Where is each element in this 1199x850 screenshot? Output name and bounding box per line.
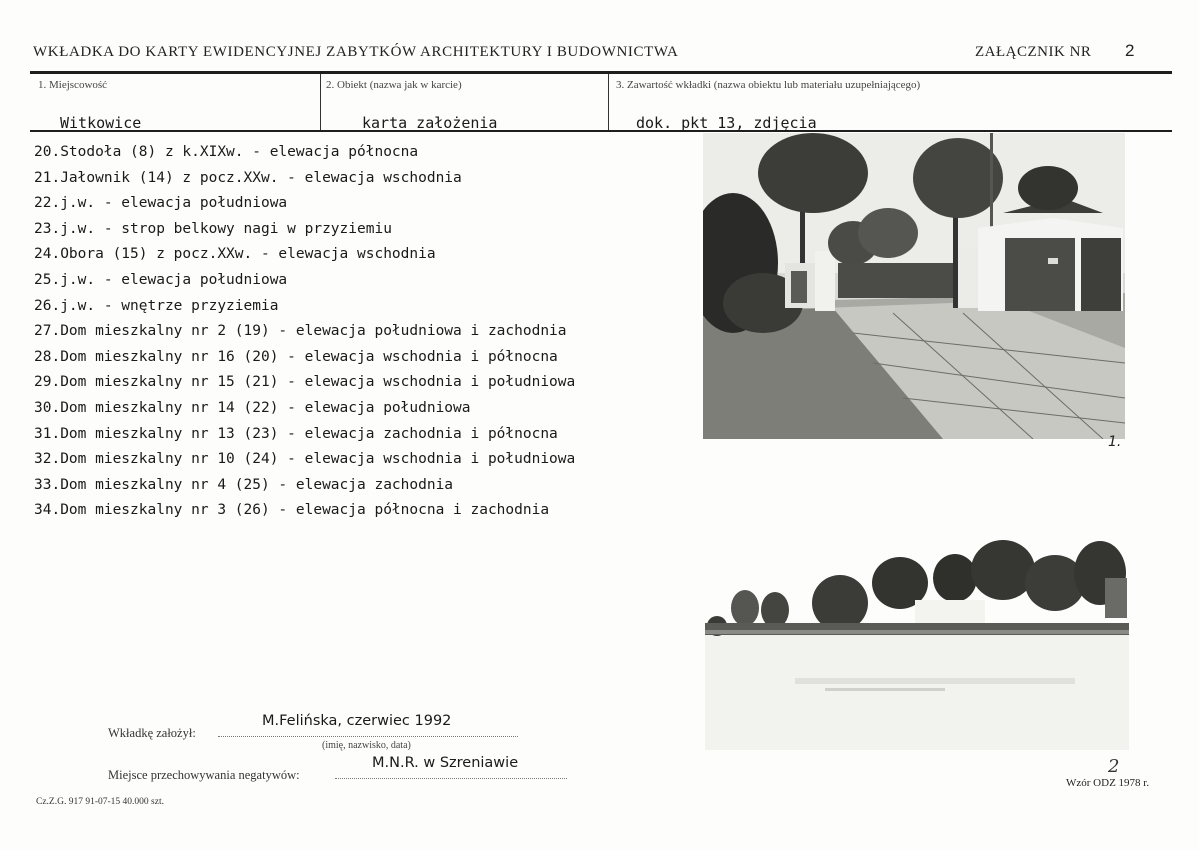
storage-dotted-line xyxy=(335,778,567,779)
list-item: 24.Obora (15) z pocz.XXw. - elewacja wschodnia xyxy=(34,246,436,263)
fields-bottom-rule xyxy=(30,130,1172,132)
author-dotted-line xyxy=(218,736,518,737)
contents-value: dok. pkt 13, zdjęcia xyxy=(636,114,817,132)
locality-value: Witkowice xyxy=(60,114,142,132)
list-item: 23.j.w. - strop belkowy nagi w przyziemiu xyxy=(34,220,392,237)
list-item: 31.Dom mieszkalny nr 13 (23) - elewacja zachodnia i północna xyxy=(34,425,558,442)
handwritten-number: 2 xyxy=(1108,756,1120,777)
storage-label: Miejsce przechowywania negatywów: xyxy=(108,768,300,782)
list-item: 21.Jałownik (14) z pocz.XXw. - elewacja wschodnia xyxy=(34,169,462,186)
list-item: 33.Dom mieszkalny nr 4 (25) - elewacja zachodnia xyxy=(34,476,454,493)
photo-farmyard-road xyxy=(703,133,1125,439)
object-value: karta założenia xyxy=(362,114,498,132)
photo-number: 1. xyxy=(1108,434,1122,450)
list-item: 30.Dom mieszkalny nr 14 (22) - elewacja południowa xyxy=(34,399,471,416)
list-item: 34.Dom mieszkalny nr 3 (26) - elewacja północna i zachodnia xyxy=(34,502,550,519)
object-label: 2. Obiekt (nazwa jak w karcie) xyxy=(326,79,462,91)
list-item: 29.Dom mieszkalny nr 15 (21) - elewacja wschodnia i południowa xyxy=(34,374,576,391)
list-item: 22.j.w. - elewacja południowa xyxy=(34,195,288,212)
locality-label: 1. Miejscowość xyxy=(38,79,108,91)
print-code: Cz.Z.G. 917 91-07-15 40.000 szt. xyxy=(36,797,164,807)
author-label: Wkładkę założył: xyxy=(108,726,196,740)
list-item: 25.j.w. - elewacja południowa xyxy=(34,271,288,288)
field-divider xyxy=(320,74,321,131)
list-item: 27.Dom mieszkalny nr 2 (19) - elewacja południowa i zachodnia xyxy=(34,323,567,340)
field-divider xyxy=(608,74,609,131)
list-item: 20.Stodoła (8) z k.XIXw. - elewacja północna xyxy=(34,144,419,160)
author-value: M.Felińska, czerwiec 1992 xyxy=(262,713,452,729)
storage-value: M.N.R. w Szreniawie xyxy=(372,755,519,771)
top-rule xyxy=(30,71,1172,74)
photo-list xyxy=(34,140,575,524)
author-hint: (imię, nazwisko, data) xyxy=(322,740,411,751)
contents-label: 3. Zawartość wkładki (nazwa obiektu lub materiału uzupełniającego) xyxy=(616,79,921,91)
document-title: WKŁADKA DO KARTY EWIDENCYJNEJ ZABYTKÓW ARCHITEKTURY I BUDOWNICTWA xyxy=(33,44,679,60)
list-item: 28.Dom mieszkalny nr 16 (20) - elewacja wschodnia i północna xyxy=(34,348,558,365)
list-item: 32.Dom mieszkalny nr 10 (24) - elewacja wschodnia i południowa xyxy=(34,451,576,468)
form-code: Wzór ODZ 1978 r. xyxy=(1066,777,1150,789)
list-item: 26.j.w. - wnętrze przyziemia xyxy=(34,297,279,314)
photo-field-treeline xyxy=(705,538,1129,750)
annex-number: 2 xyxy=(1125,41,1135,60)
annex-label: ZAŁĄCZNIK NR xyxy=(975,44,1092,60)
